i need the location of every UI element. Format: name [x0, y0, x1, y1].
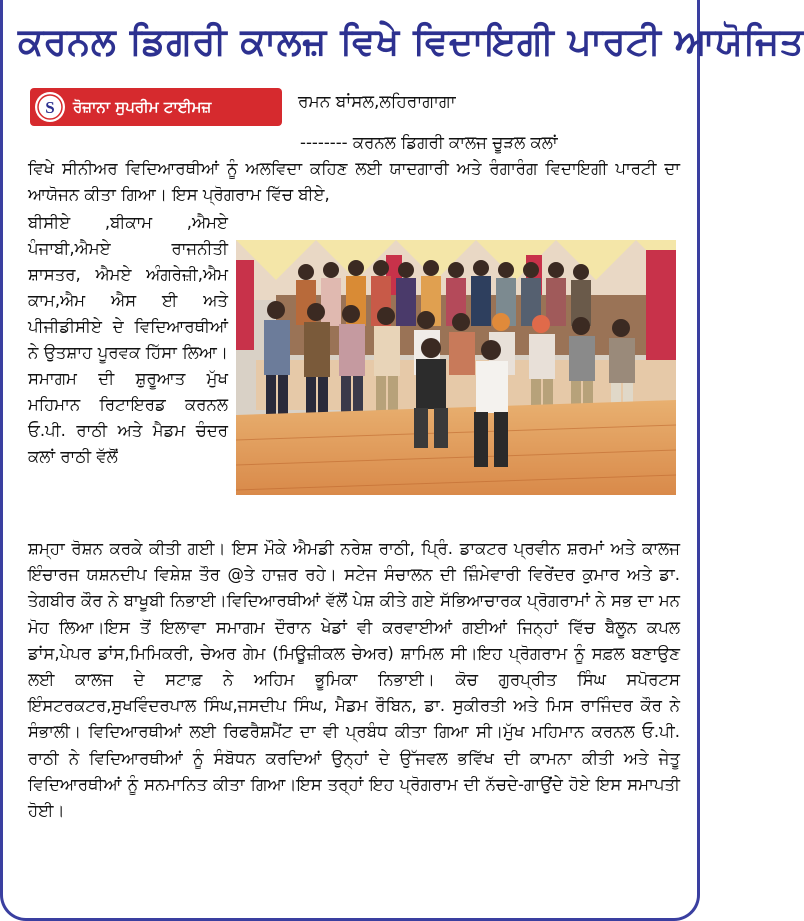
publication-name: ਰੋਜ਼ਾਨਾ ਸੁਪਰੀਮ ਟਾਈਮਜ਼: [73, 98, 212, 116]
lead-first-text: ਕਰਨਲ ਡਿਗਰੀ ਕਾਲਜ ਚੂੜਲ ਕਲਾਂ: [352, 133, 558, 152]
byline: ਰਮਨ ਬਾਂਸਲ,ਲਹਿਰਾਗਾਗਾ: [298, 92, 456, 112]
logo-letters: S: [45, 98, 55, 117]
lead-line: [300, 130, 558, 156]
group-photo-image: [236, 240, 676, 495]
lead-dashes: --------: [300, 133, 348, 152]
publication-masthead: [30, 88, 282, 126]
publication-logo-icon: [35, 92, 65, 122]
column-paragraph: ਬੀਸੀਏ ,ਬੀਕਾਮ ,ਐਮਏ ਪੰਜਾਬੀ,ਐਮਏ ਰਾਜਨੀਤੀ ਸ਼ਾਸਤਰ, ਐਮਏ ਅੰਗਰੇਜ਼ੀ,ਐਮ ਕਾਮ,ਐਮ ਐਸ ਈ ਅਤੇ ਪੀਜੀਡੀਸੀਏ ਦੇ ਵਿਦਿਆਰਥੀਆਂ ਨੇ ਉਤਸ਼ਾਹ ਪੂਰਵਕ ਹਿੱਸਾ ਲਿਆ।ਸਮਾਗਮ ਦੀ ਸ਼ੁਰੂਆਤ ਮੁੱਖ ਮਹਿਮਾਨ ਰਿਟਾਇਰਡ ਕਰਨਲ ਓ.ਪੀ. ਰਾਠੀ ਅਤੇ ਮੈਡਮ ਚੰਦਰ ਕਲਾਂ ਰਾਠੀ ਵੱਲੋਂ: [28, 213, 228, 466]
body-paragraph: ਸ਼ਮ੍ਹਾ ਰੋਸ਼ਨ ਕਰਕੇ ਕੀਤੀ ਗਈ। ਇਸ ਮੌਕੇ ਐਮਡੀ ਨਰੇਸ਼ ਰਾਠੀ, ਪ੍ਰਿੰ. ਡਾਕਟਰ ਪ੍ਰਵੀਨ ਸ਼ਰਮਾਂ ਅਤੇ ਕਾਲਜ ਇੰਚਾਰਜ ਯਸ਼ਨਦੀਪ ਵਿਸ਼ੇਸ਼ ਤੌਰ @ਤੇ ਹਾਜ਼ਰ ਰਹੇ। ਸਟੇਜ ਸੰਚਾਲਨ ਦੀ ਜ਼ਿੰਮੇਵਾਰੀ ਵਿਰੇਂਦਰ ਕੁਮਾਰ ਅਤੇ ਡਾ. ਤੇਗਬੀਰ ਕੌਰ ਨੇ ਬਾਖੂਬੀ ਨਿਭਾਈ।ਵਿਦਿਆਰਥੀਆਂ ਵੱਲੋਂ ਪੇਸ਼ ਕੀਤੇ ਗਏ ਸੱਭਿਆਚਾਰਕ ਪ੍ਰੋਗਰਾਮਾਂ ਨੇ ਸਭ ਦਾ ਮਨ ਮੋਹ ਲਿਆ।ਇਸ ਤੋਂ ਇਲਾਵਾ ਸਮਾਗਮ ਦੌਰਾਨ ਖੇਡਾਂ ਵੀ ਕਰਵਾਈਆਂ ਗਈਆਂ ਜਿਨ੍ਹਾਂ ਵਿੱਚ ਬੈਲੂਨ ਕਪਲ ਡਾਂਸ,ਪੇਪਰ ਡਾਂਸ,ਮਿਮਿਕਰੀ, ਚੇਅਰ ਗੇਮ (ਮਿਊਜ਼ੀਕਲ ਚੇਅਰ) ਸ਼ਾਮਿਲ ਸੀ।ਇਹ ਪ੍ਰੋਗਰਾਮ ਨੂੰ ਸਫ਼ਲ ਬਣਾਉਣ ਲਈ ਕਾਲਜ ਦੇ ਸਟਾਫ਼ ਨੇ ਅਹਿਮ ਭੂਮਿਕਾ ਨਿਭਾਈ। ਕੋਚ ਗੁਰਪ੍ਰੀਤ ਸਿੰਘ ਸਪੋਰਟਸ ਇੰਸਟਰਕਟਰ,ਸੁਖਵਿੰਦਰਪਾਲ ਸਿੰਘ,ਜਸਦੀਪ ਸਿੰਘ, ਮੈਡਮ ਰੌਬਿਨ, ਡਾ. ਸੁਕੀਰਤੀ ਅਤੇ ਮਿਸ ਰਾਜਿੰਦਰ ਕੌਰ ਨੇ ਸੰਭਾਲੀ। ਵਿਦਿਆਰਥੀਆਂ ਲਈ ਰਿਫਰੈਸ਼ਮੈਂਟ ਦਾ ਵੀ ਪ੍ਰਬੰਧ ਕੀਤਾ ਗਿਆ ਸੀ।ਮੁੱਖ ਮਹਿਮਾਨ ਕਰਨਲ ਓ.ਪੀ. ਰਾਠੀ ਨੇ ਵਿਦਿਆਰਥੀਆਂ ਨੂੰ ਸੰਬੋਧਨ ਕਰਦਿਆਂ ਉਨ੍ਹਾਂ ਦੇ ਉੱਜਵਲ ਭਵਿੱਖ ਦੀ ਕਾਮਨਾ ਕੀਤੀ ਅਤੇ ਜੇਤੂ ਵਿਦਿਆਰਥੀਆਂ ਨੂੰ ਸਨਮਾਨਿਤ ਕੀਤਾ ਗਿਆ।ਇਸ ਤਰ੍ਹਾਂ ਇਹ ਪ੍ਰੋਗਰਾਮ ਦੀ ਨੱਚਦੇ-ਗਾਉਂਦੇ ਹੋਏ ਇਸ ਸਮਾਪਤੀ ਹੋਈ।: [28, 539, 680, 821]
intro-paragraph: ਵਿਖੇ ਸੀਨੀਅਰ ਵਿਦਿਆਰਥੀਆਂ ਨੂੰ ਅਲਵਿਦਾ ਕਹਿਣ ਲਈ ਯਾਦਗਾਰੀ ਅਤੇ ਰੰਗਾਰੰਗ ਵਿਦਾਇਗੀ ਪਾਰਟੀ ਦਾ ਆਯੋਜਨ ਕੀਤਾ ਗਿਆ। ਇਸ ਪ੍ਰੋਗਰਾਮ ਵਿੱਚ ਬੀਏ,: [28, 159, 680, 204]
headline: ਕਰਨਲ ਡਿਗਰੀ ਕਾਲਜ਼ ਵਿਖੇ ਵਿਦਾਇਗੀ ਪਾਰਟੀ ਆਯੋਜਿਤ: [18, 20, 804, 63]
group-photo: [236, 240, 676, 495]
